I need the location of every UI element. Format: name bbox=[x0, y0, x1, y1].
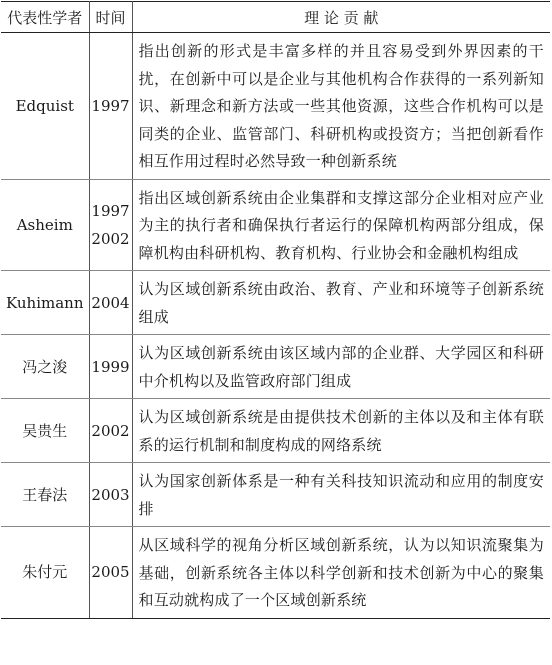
contribution-cell: 认为国家创新体系是一种有关科技知识流动和应用的制度安排 bbox=[132, 463, 550, 527]
year-cell bbox=[89, 271, 132, 335]
table-row bbox=[1, 335, 550, 399]
contribution-cell: 从区域科学的视角分析区域创新系统，认为以知识流聚集为基础，创新系统各主体以科学创新和技术创新为中心的聚集和互动就构成了一个区域创新系统 bbox=[132, 527, 550, 619]
year-cell bbox=[89, 527, 132, 619]
year-value: 2002 bbox=[91, 421, 130, 440]
scholars-table bbox=[1, 1, 550, 619]
year-value: 1997 bbox=[91, 201, 130, 220]
year-value: 2002 bbox=[91, 229, 130, 248]
year-value: 2003 bbox=[91, 485, 130, 504]
table-row bbox=[1, 179, 550, 271]
header-year: 时间 bbox=[89, 2, 132, 33]
contribution-cell: 认为区域创新系统由该区域内部的企业群、大学园区和科研中介机构以及监管政府部门组成 bbox=[132, 335, 550, 399]
table-row bbox=[1, 399, 550, 463]
author-cell: Kuhimann bbox=[1, 271, 89, 335]
year-cell bbox=[89, 463, 132, 527]
year-cell bbox=[89, 335, 132, 399]
year-cell bbox=[89, 399, 132, 463]
author-cell: 朱付元 bbox=[1, 527, 89, 619]
year-value: 1997 bbox=[91, 96, 130, 115]
contribution-cell: 指出区域创新系统由企业集群和支撑这部分企业相对应产业为主的执行者和确保执行者运行的保障机构两部分组成，保障机构由科研机构、教育机构、行业协会和金融机构组成 bbox=[132, 179, 550, 271]
contribution-cell: 认为区域创新系统由政治、教育、产业和环境等子创新系统组成 bbox=[132, 271, 550, 335]
table-row bbox=[1, 33, 550, 180]
table-row bbox=[1, 527, 550, 619]
header-author: 代表性学者 bbox=[1, 2, 89, 33]
contribution-cell: 指出创新的形式是丰富多样的并且容易受到外界因素的干扰，在创新中可以是企业与其他机构合作获得的一系列新知识、新理念和新方法或一些其他资源，这些合作机构可以是同类的企业、监管部门、科研机构或投资方；当把创新看作相互作用过程时必然导致一种创新系统 bbox=[132, 33, 550, 180]
table-row bbox=[1, 463, 550, 527]
author-cell: 王春法 bbox=[1, 463, 89, 527]
table-row bbox=[1, 271, 550, 335]
year-value: 1999 bbox=[91, 357, 130, 376]
author-cell: 冯之浚 bbox=[1, 335, 89, 399]
table-body bbox=[1, 33, 550, 619]
author-cell: 吴贵生 bbox=[1, 399, 89, 463]
year-value: 2004 bbox=[91, 293, 130, 312]
table-header-row bbox=[1, 2, 550, 33]
author-cell: Edquist bbox=[1, 33, 89, 180]
year-cell bbox=[89, 33, 132, 180]
year-value: 2005 bbox=[91, 563, 130, 582]
contribution-cell: 认为区域创新系统是由提供技术创新的主体以及和主体有联系的运行机制和制度构成的网络系统 bbox=[132, 399, 550, 463]
author-cell: Asheim bbox=[1, 179, 89, 271]
header-contribution: 理 论 贡 献 bbox=[132, 2, 550, 33]
year-cell bbox=[89, 179, 132, 271]
